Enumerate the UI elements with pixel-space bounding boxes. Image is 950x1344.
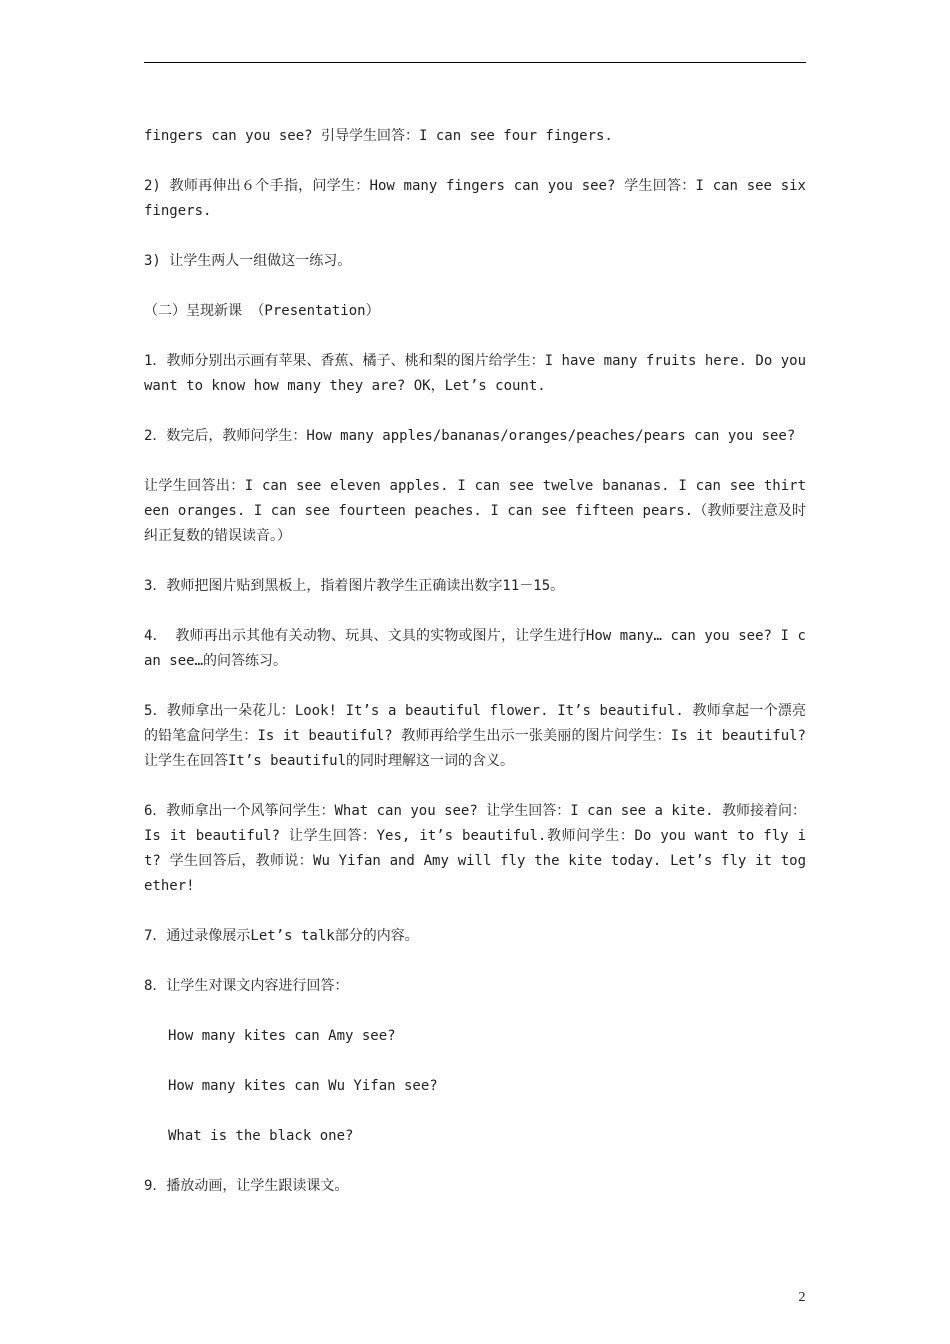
paragraph: 6．教师拿出一个风筝问学生：What can you see? 让学生回答：I can see a kite. 教师接着问：Is it beautiful? 让学生回答：Yes, it’s beautiful.教师问学生：Do you want to fly it? 学生回答后，教师说：Wu Yifan and Amy will fly the kite today. Let’s fly it together! (144, 803, 806, 894)
paragraph: 2) 教师再伸出６个手指，问学生：How many fingers can you see? 学生回答：I can see six fingers. (144, 178, 806, 219)
paragraph: 3．教师把图片贴到黑板上，指着图片教学生正确读出数字11－15。 (144, 578, 565, 594)
header-rule (144, 62, 806, 63)
question-item: How many kites can Wu Yifan see? (168, 1078, 438, 1094)
paragraph: 2．数完后，教师问学生：How many apples/bananas/oranges/peaches/pears can you see? (144, 428, 796, 444)
paragraph: 5．教师拿出一朵花儿：Look! It’s a beautiful flower. It’s beautiful. 教师拿起一个漂亮的铅笔盒问学生：Is it beautiful? 教师再给学生出示一张美丽的图片问学生：Is it beautiful? 让学生在回答It’s beautiful的同时理解这一词的含义。 (144, 703, 806, 769)
paragraph: 3) 让学生两人一组做这一练习。 (144, 253, 352, 269)
paragraph: fingers can you see? 引导学生回答：I can see four fingers. (144, 128, 613, 144)
paragraph: 9．播放动画，让学生跟读课文。 (144, 1178, 349, 1194)
paragraph: 让学生回答出：I can see eleven apples. I can see twelve bananas. I can see thirteen oranges. I can see fourteen peaches. I can see fifteen pears.（教师要注意及时纠正复数的错误读音。） (144, 478, 806, 544)
question-item: How many kites can Amy see? (168, 1028, 396, 1044)
document-body (144, 124, 806, 1224)
page-number: 2 (798, 1290, 806, 1305)
paragraph: 7．通过录像展示Let’s talk部分的内容。 (144, 928, 419, 944)
paragraph: 8．让学生对课文内容进行回答： (144, 978, 349, 994)
section-heading: （二）呈现新课 （Presentation） (144, 303, 380, 319)
paragraph: 1．教师分别出示画有苹果、香蕉、橘子、桃和梨的图片给学生：I have many fruits here. Do you want to know how many they are? OK，Let’s count. (144, 353, 806, 394)
paragraph: 4． 教师再出示其他有关动物、玩具、文具的实物或图片，让学生进行How many… can you see? I can see…的问答练习。 (144, 628, 806, 669)
question-item: What is the black one? (168, 1128, 354, 1144)
